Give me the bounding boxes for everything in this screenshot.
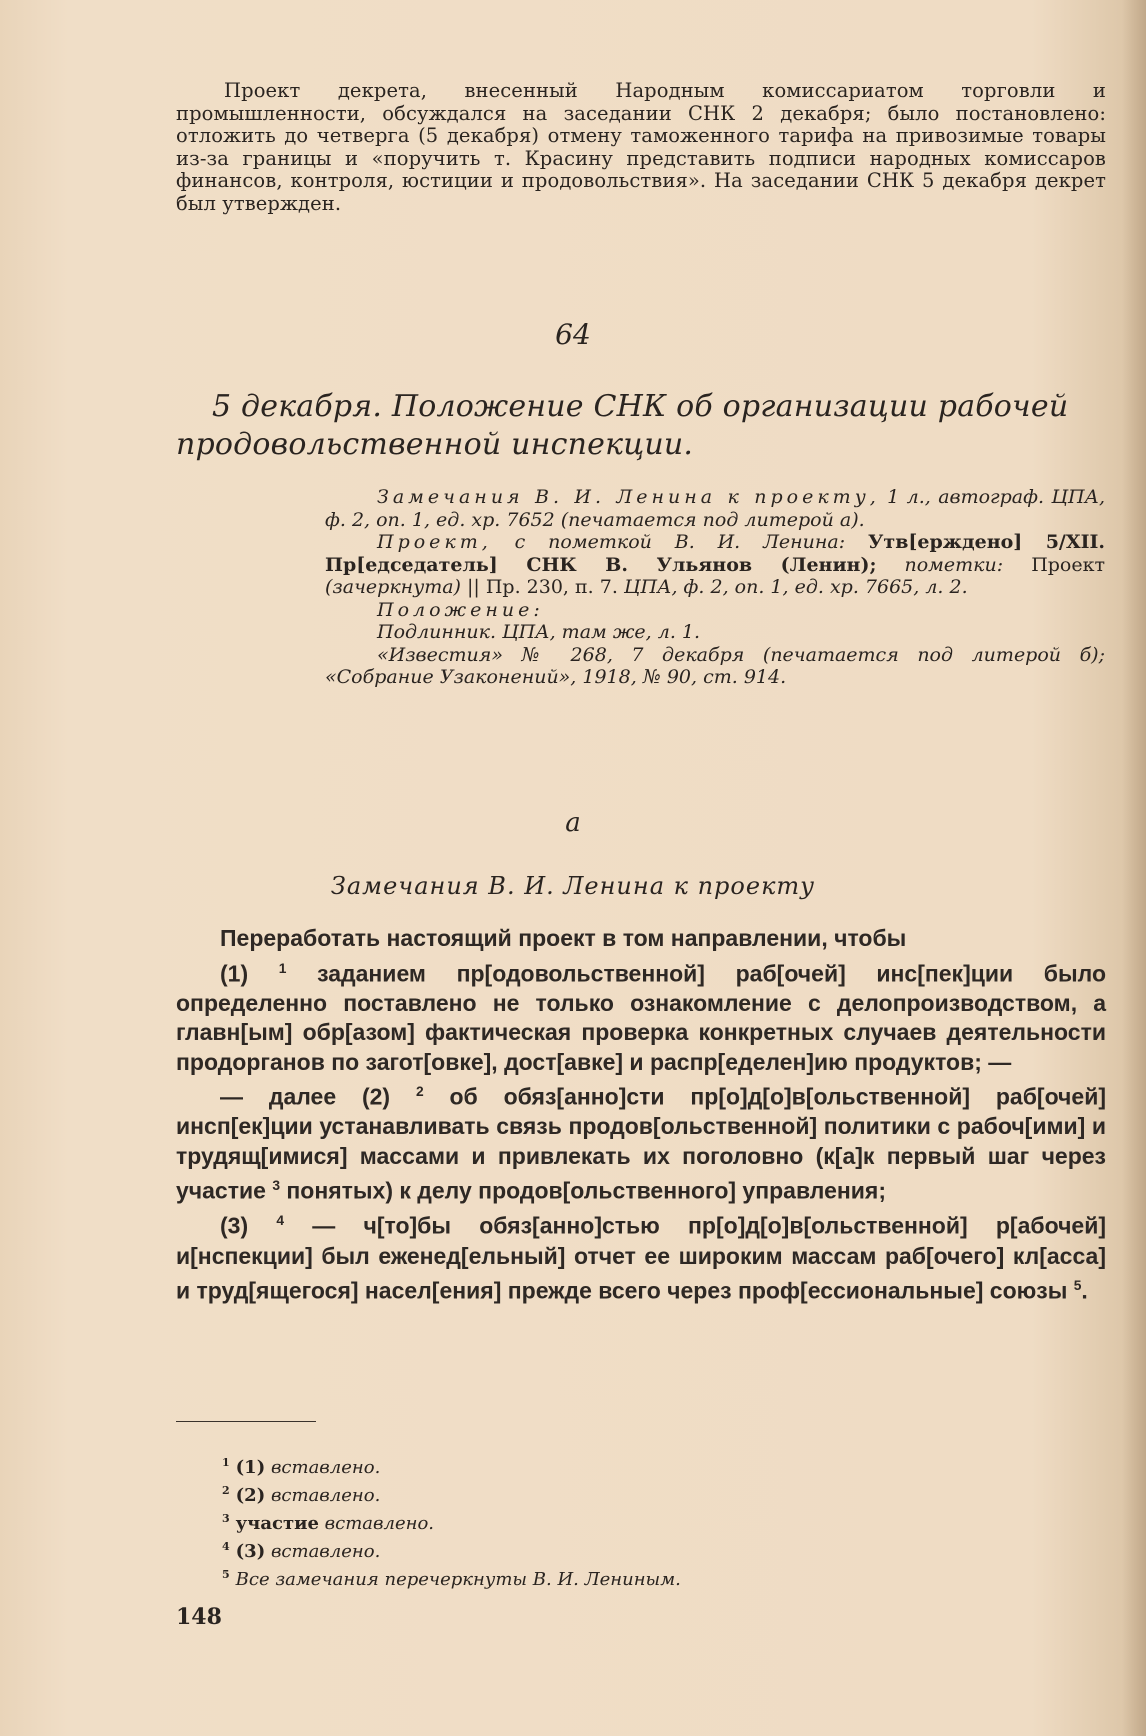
document-number: 64 bbox=[555, 318, 591, 351]
paragraph-4: (3) $^4$ — ч[то]бы обяз[анно]стью пр[о]д[о]в[ольственной] р[абочей] и[нспекции] был еженед[ельный] отчет ее широким массам раб[очего] кл[асса] и труд[ящегося] насел[ения] прежде всего через проф[ессиональные] союзы $^5$. bbox=[176, 1213, 1107, 1304]
intro-paragraph: Проект декрета, внесенный Народным комиссариатом торговли и промышленности, обсуждался на заседании СНК 2 декабря; было постановлено: отложить до четверга (5 декабря) отмену таможенного тарифа на привозимые товары из-за границы и «поручить т. Красину представить подписи народных комиссаров финансов, контроля, юстиции и продовольствия». На заседании СНК 5 декабря декрет был утвержден. bbox=[176, 79, 1106, 215]
page-edge-shadow bbox=[1122, 0, 1146, 1736]
footnote: $^2$ (2) вставлено. bbox=[222, 1484, 381, 1506]
source-2: Проект, с пометкой В. И. Ленина: Утв[ерждено] 5/XII. Пр[едседатель] СНК В. Ульянов (Ленин); пометки: Проект (зачеркнута) || Пр. 230, п. 7. ЦПА, ф. 2, оп. 1, ед. хр. 7665, л. 2. bbox=[325, 531, 1106, 598]
main-text bbox=[176, 924, 1106, 1306]
footnote: $^3$ участие вставлено. bbox=[222, 1512, 435, 1534]
section-subheading: Замечания В. И. Ленина к проекту bbox=[330, 872, 816, 900]
source-4: Подлинник. ЦПА, там же, л. 1. bbox=[377, 621, 701, 643]
page-number: 148 bbox=[176, 1604, 222, 1630]
footnote-divider bbox=[176, 1421, 316, 1422]
footnote: $^4$ (3) вставлено. bbox=[222, 1540, 381, 1562]
source-1: Замечания В. И. Ленина к проекту, 1 л., автограф. ЦПА, ф. 2, оп. 1, ед. хр. 7652 (печатается под литерой а). bbox=[325, 486, 1106, 531]
paragraph-1: Переработать настоящий проект в том направлении, чтобы bbox=[220, 925, 907, 951]
archival-sources bbox=[325, 486, 1105, 689]
paragraph-3: — далее (2) $^2$ об обяз[анно]сти пр[о]д[о]в[ольственной] раб[очей] инсп[ек]ции устанавливать связь продов[ольственной] политики с рабоч[ими] и трудящ[имися] массами и привлекать их поголовно (к[а]к первый шаг через участие $^3$ понятых) к делу продов[ольственного] управления; bbox=[176, 1083, 1106, 1204]
source-3: Положение: bbox=[377, 598, 544, 621]
footnote: $^1$ (1) вставлено. bbox=[222, 1456, 381, 1478]
paragraph-2: (1) $^1$ заданием пр[одовольственной] раб[очей] инс[пек]ции было определенно поставлено не только ознакомление с делопроизводством, а главн[ым] обр[азом] фактическая проверка конкретных случаев деятельности продорганов по загот[овке], дост[авке] и распр[еделен]ию продуктов; — bbox=[176, 960, 1106, 1075]
footnotes bbox=[222, 1451, 1022, 1591]
source-5: «Известия» № 268, 7 декабря (печатается под литерой б); «Собрание Узаконений», 1918, № 90, ст. 914. bbox=[325, 643, 1105, 688]
document-heading: 5 декабря. Положение СНК об организации рабочей продовольственной инспекции. bbox=[176, 389, 1069, 462]
section-letter: а bbox=[565, 808, 581, 838]
footnote: $^5$ Все замечания перечеркнуты В. И. Лениным. bbox=[222, 1568, 681, 1590]
